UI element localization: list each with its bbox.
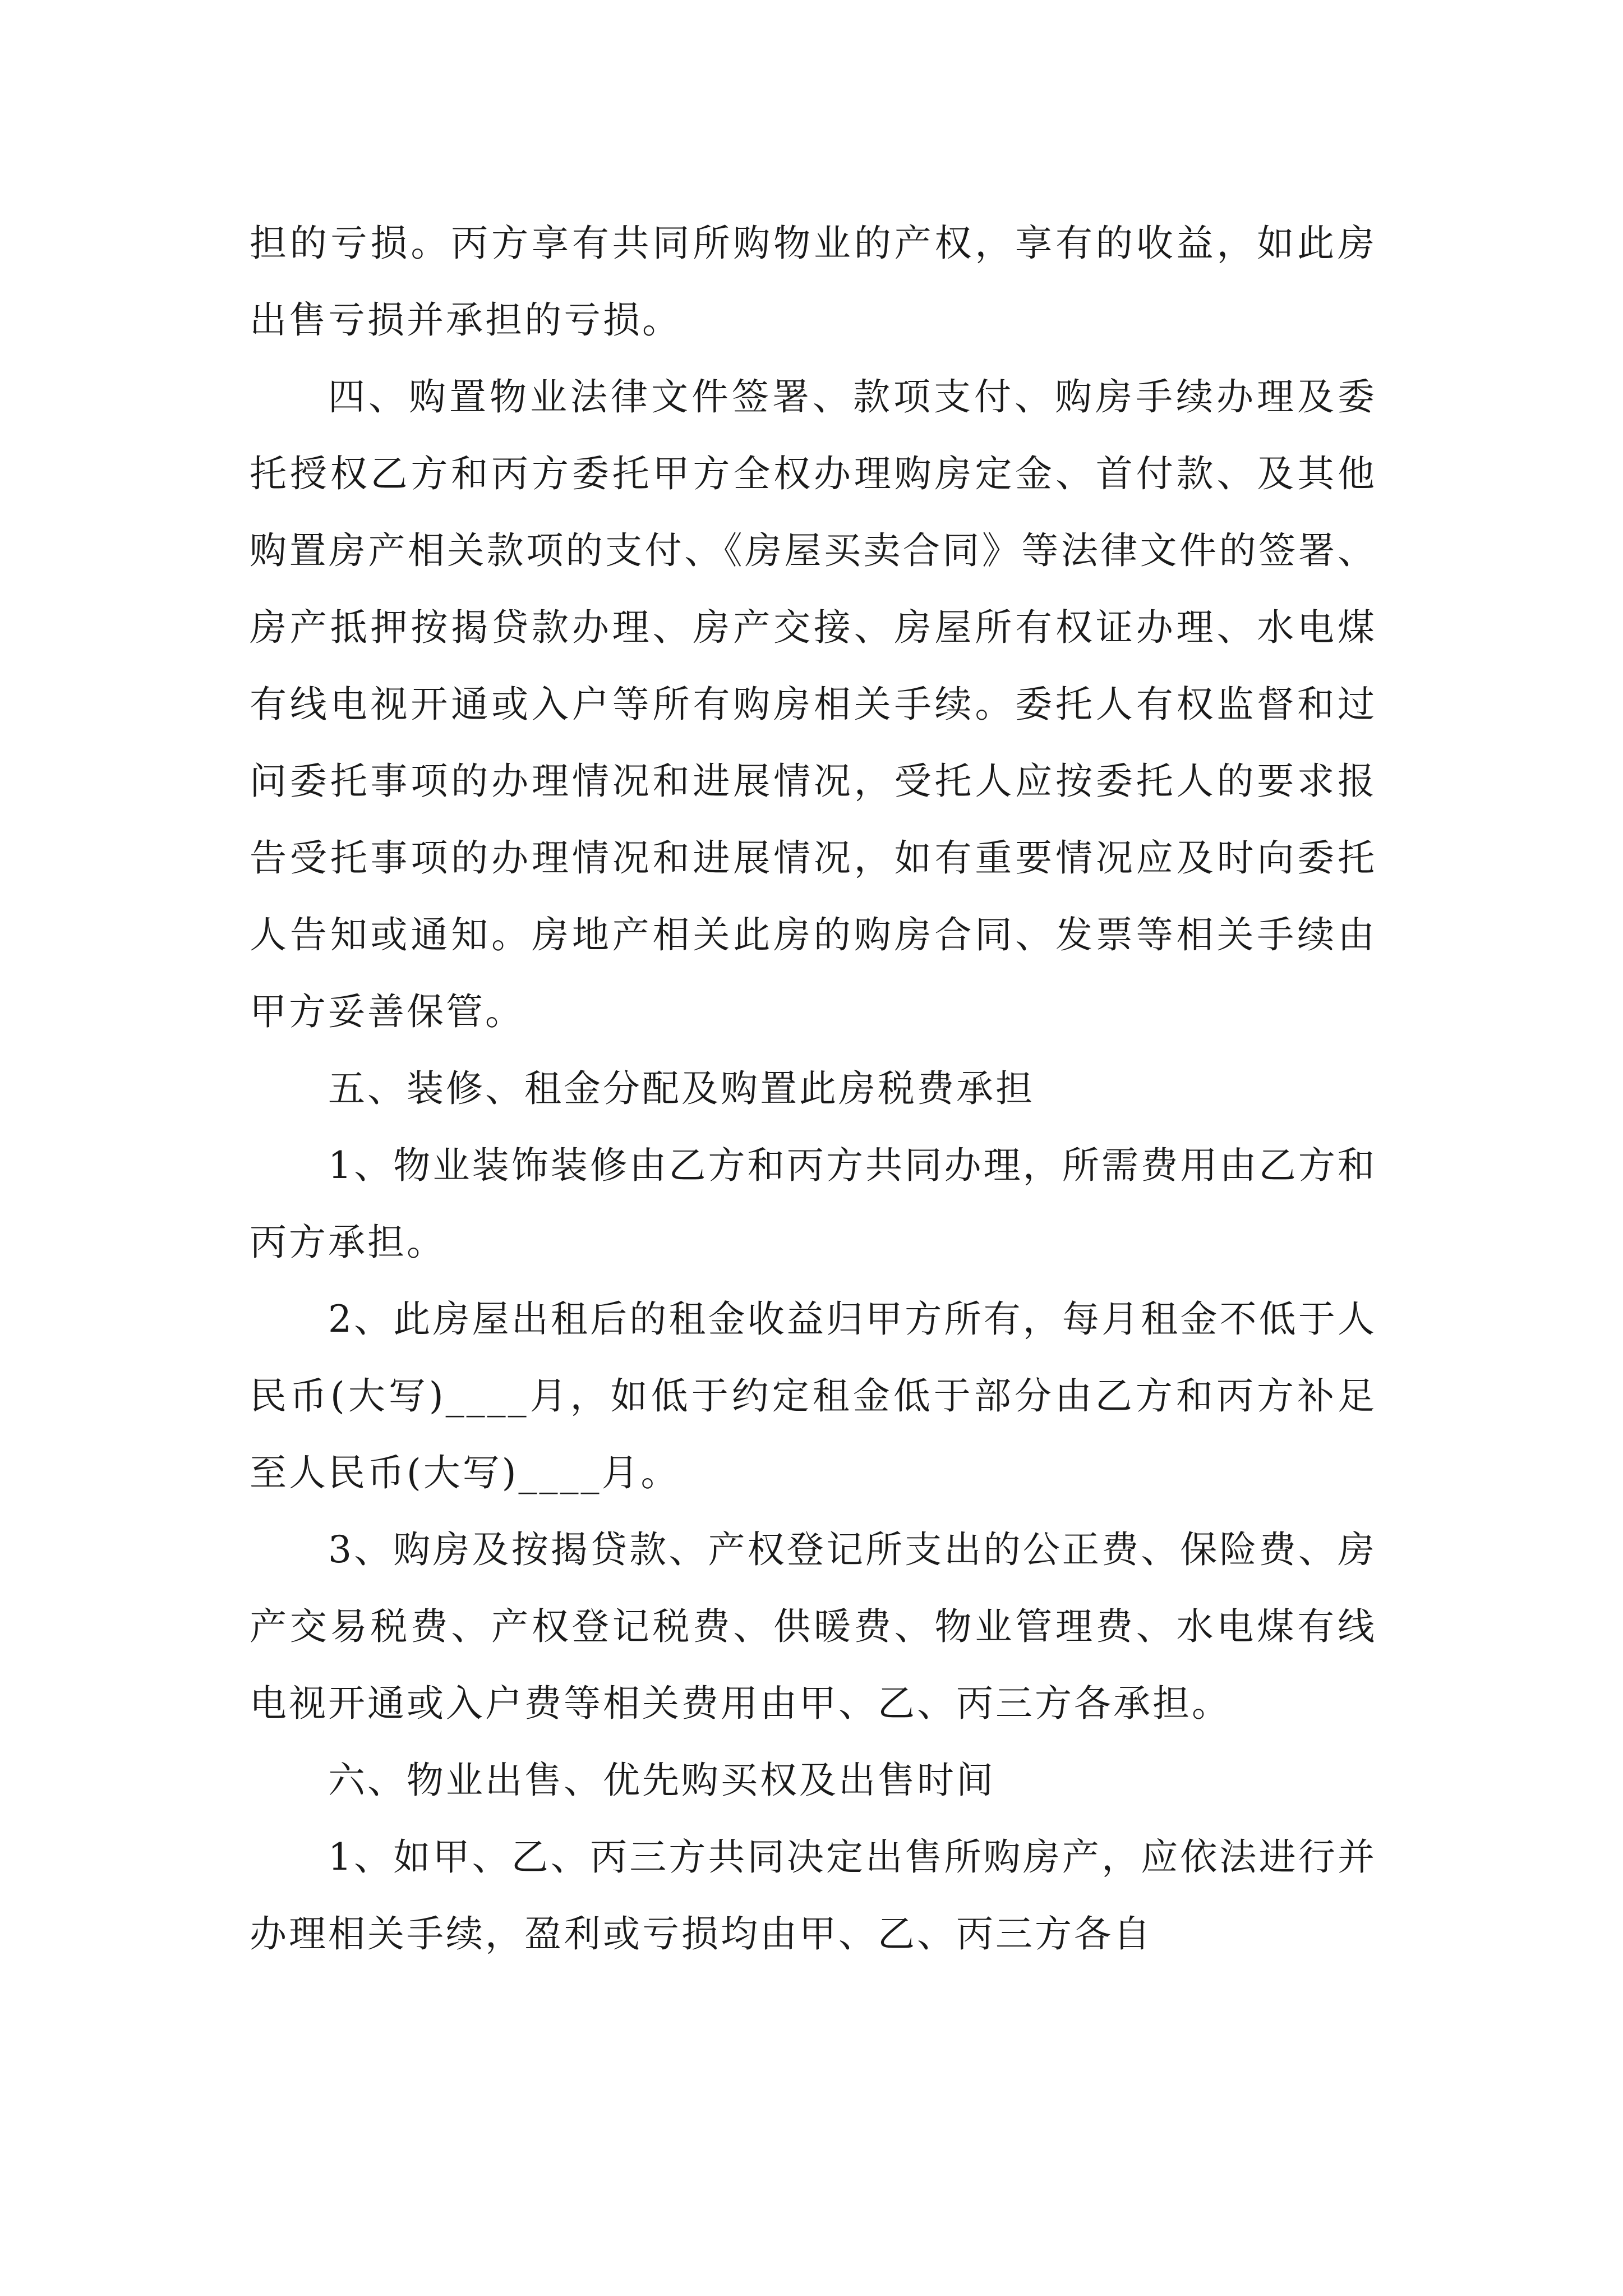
paragraph-five-item-1: 1、物业装饰装修由乙方和丙方共同办理，所需费用由乙方和丙方承担。 [250, 1144, 1377, 1264]
document-body [250, 205, 1377, 1972]
paragraph-section-four: 四、购置物业法律文件签署、款项支付、购房手续办理及委托授权乙方和丙方委托甲方全权办理购房定金、首付款、及其他购置房产相关款项的支付、《房屋买卖合同》等法律文件的签署、房产抵押按揭贷款办理、房产交接、房屋所有权证办理、水电煤有线电视开通或入户等所有购房相关手续。委托人有权监督和过问委托事项的办理情况和进展情况，受托人应按委托人的要求报告受托事项的办理情况和进展情况，如有重要情况应及时向委托人告知或通知。房地产相关此房的购房合同、发票等相关手续由甲方妥善保管。 [250, 375, 1377, 1033]
paragraph-loss-continuation: 担的亏损。丙方享有共同所购物业的产权，享有的收益，如此房出售亏损并承担的亏损。 [250, 222, 1377, 342]
heading-section-five: 五、装修、租金分配及购置此房税费承担 [328, 1067, 1035, 1110]
paragraph-five-item-3: 3、购房及按揭贷款、产权登记所支出的公正费、保险费、房产交易税费、产权登记税费、供暖费、物业管理费、水电煤有线电视开通或入户费等相关费用由甲、乙、丙三方各承担。 [250, 1528, 1377, 1725]
paragraph-five-item-2: 2、此房屋出租后的租金收益归甲方所有，每月租金不低于人民币(大写)____月，如低于约定租金低于部分由乙方和丙方补足至人民币(大写)____月。 [250, 1297, 1377, 1494]
paragraph-six-item-1: 1、如甲、乙、丙三方共同决定出售所购房产，应依法进行并办理相关手续，盈利或亏损均由甲、乙、丙三方各自 [250, 1835, 1377, 1955]
heading-section-six: 六、物业出售、优先购买权及出售时间 [328, 1759, 995, 1802]
